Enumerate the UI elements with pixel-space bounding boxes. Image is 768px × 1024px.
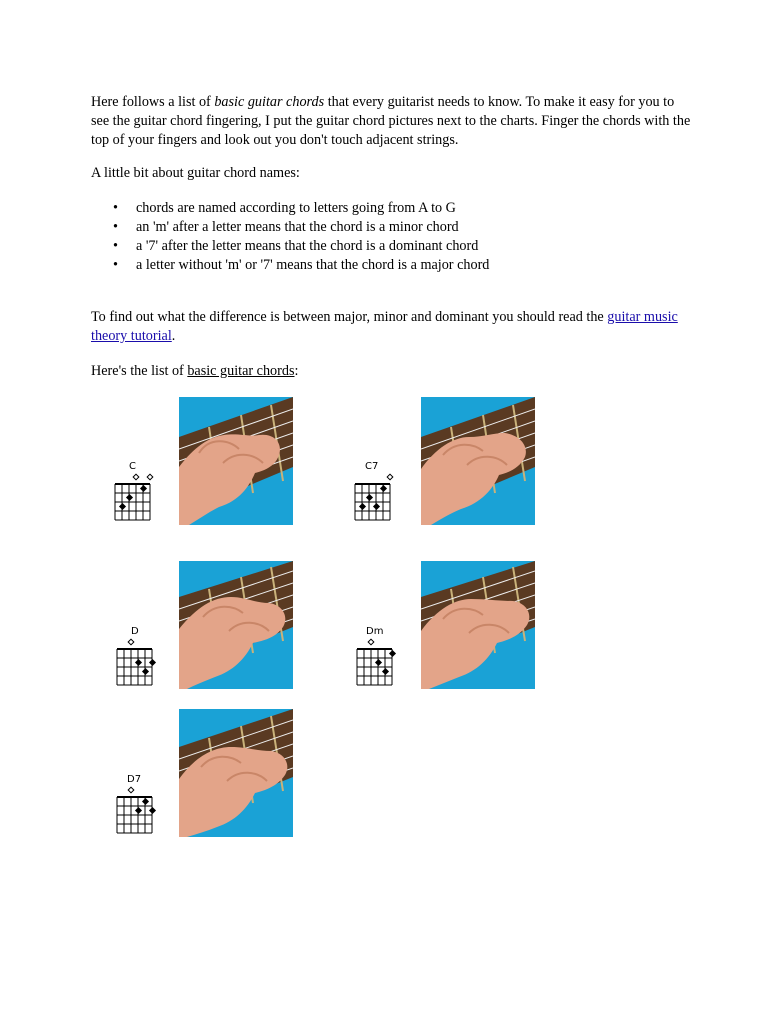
theory-paragraph	[91, 308, 691, 346]
hand-on-fretboard-illustration	[179, 397, 293, 525]
chord-list-intro	[91, 362, 691, 381]
intro-text-end: that every guitarist needs to know. To make it easy for you to see the guitar chord fingering, I put the guitar chord pictures next to the charts. Finger the chords with the top of your fingers and look out you don't touch adjacent strings.	[91, 94, 691, 148]
theory-tutorial-link[interactable]: guitar music theory tutorial	[91, 309, 678, 344]
chord-grid-dm	[352, 625, 404, 689]
chord-grid-d	[112, 625, 162, 689]
list-intro-text: Here's the list of	[91, 363, 188, 379]
chord-name-rules-list	[110, 199, 489, 275]
theory-text: To find out what the difference is between major, minor and dominant you should read the	[91, 309, 608, 325]
hand-on-fretboard-illustration	[179, 561, 293, 689]
chord-label: C7	[365, 461, 379, 472]
list-intro-text-end: :	[294, 363, 299, 379]
chord-diagram-d	[112, 625, 162, 689]
chord-diagram-d7	[112, 773, 162, 837]
hand-on-fretboard-illustration	[421, 561, 535, 689]
guitar-hand-photo	[179, 709, 293, 837]
list-item: • chords are named according to letters going from A to G	[110, 199, 489, 218]
chord-diagram-c7	[350, 460, 400, 524]
chord-diagram-dm	[352, 625, 404, 689]
chord-grid-d7	[112, 773, 162, 837]
list-item: • an 'm' after a letter means that the chord is a minor chord	[110, 218, 489, 237]
chord-grid-c	[110, 460, 160, 524]
hand-on-fretboard-illustration	[421, 397, 535, 525]
theory-text-end: .	[171, 328, 176, 344]
chord-names-heading: A little bit about guitar chord names:	[91, 165, 300, 181]
guitar-hand-photo	[179, 561, 293, 689]
intro-paragraph	[91, 93, 691, 150]
basic-chords-link[interactable]: basic guitar chords	[187, 363, 295, 379]
hand-on-fretboard-illustration	[179, 709, 293, 837]
guitar-hand-photo	[179, 397, 293, 525]
intro-text-start: Here follows a list of	[91, 94, 215, 110]
chord-label: D7	[127, 774, 142, 785]
list-item: • a '7' after the letter means that the chord is a dominant chord	[110, 237, 489, 256]
chord-diagram-c	[110, 460, 160, 524]
guitar-hand-photo	[421, 397, 535, 525]
chord-label: Dm	[366, 626, 384, 637]
chord-label: D	[131, 626, 139, 637]
chord-grid-c7	[350, 460, 400, 524]
list-item: • a letter without 'm' or '7' means that the chord is a major chord	[110, 256, 489, 275]
intro-emphasis: basic guitar chords	[214, 94, 325, 110]
guitar-hand-photo	[421, 561, 535, 689]
chord-label: C	[129, 461, 136, 472]
